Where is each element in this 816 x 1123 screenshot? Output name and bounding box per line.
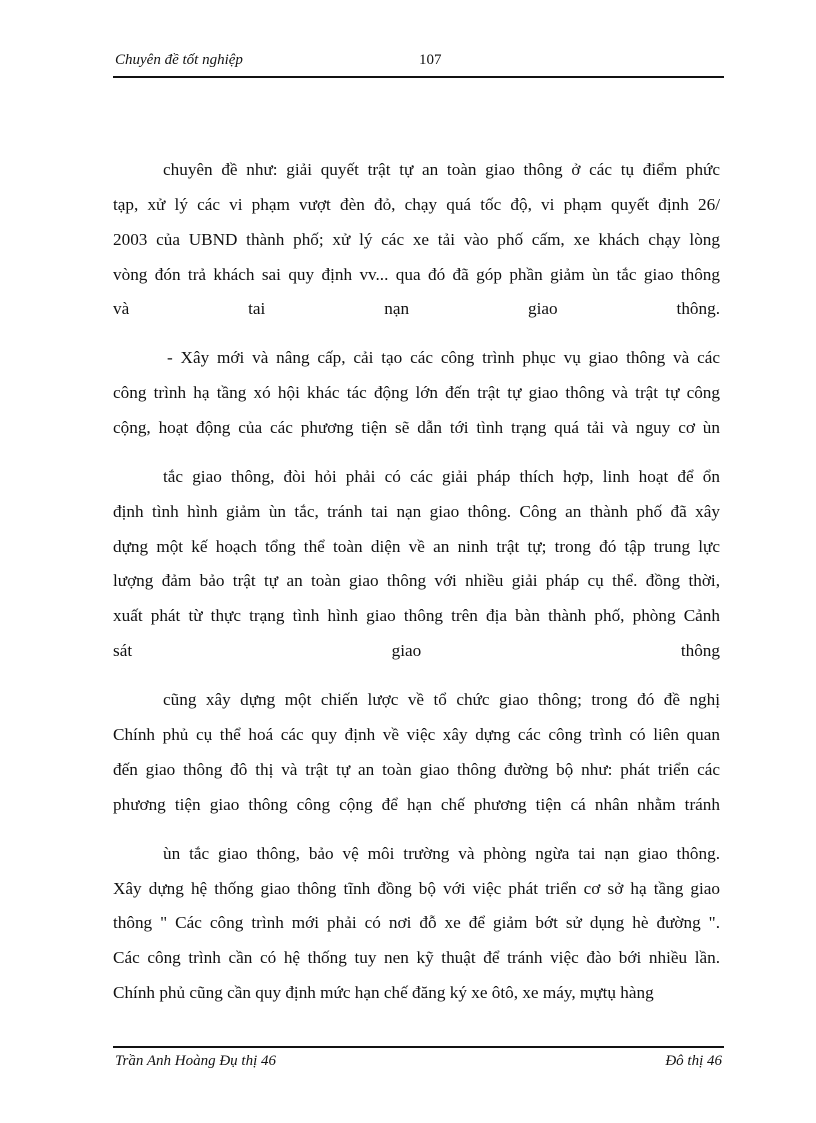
text-line: thông " Các công trình mới phải có nơi đỗ xe để giảm bớt sử dụng hè đường ". bbox=[113, 913, 720, 932]
text-line: và tai nạn giao thông. bbox=[113, 299, 720, 318]
document-title: Chuyên đề tốt nghiệp bbox=[115, 52, 243, 68]
text-line: sát giao thông bbox=[113, 641, 720, 660]
text-line: cũng xây dựng một chiến lược về tổ chức giao thông; trong đó đề nghị bbox=[163, 690, 720, 709]
page-number: 107 bbox=[419, 52, 442, 68]
text-line: đến giao thông đô thị và trật tự an toàn giao thông đường bộ như: phát triển các bbox=[113, 760, 720, 779]
text-line: ùn tắc giao thông, bảo vệ môi trường và phòng ngừa tai nạn giao thông. bbox=[163, 844, 720, 863]
footer-class: Đô thị 46 bbox=[665, 1053, 722, 1069]
text-line: Chính phủ cụ thể hoá các quy định về việc xây dựng các công trình có liên quan bbox=[113, 725, 720, 744]
text-line: chuyên đề như: giải quyết trật tự an toàn giao thông ở các tụ điểm phức bbox=[163, 160, 720, 179]
text-line: xuất phát từ thực trạng tình hình giao thông trên địa bàn thành phố, phòng Cảnh bbox=[113, 606, 720, 625]
text-line: phương tiện giao thông công cộng để hạn chế phương tiện cá nhân nhằm tránh bbox=[113, 795, 720, 814]
text-line: công trình hạ tầng xó hội khác tác động lớn đến trật tự giao thông và trật tự công bbox=[113, 383, 720, 402]
text-line: tắc giao thông, đòi hỏi phải có các giải pháp thích hợp, linh hoạt để ổn bbox=[163, 467, 720, 486]
page-footer bbox=[113, 1053, 724, 1077]
text-line: Các công trình cần có hệ thống tuy nen kỹ thuật để tránh việc đào bới nhiều lần. bbox=[113, 948, 720, 967]
text-line: định tình hình giảm ùn tắc, tránh tai nạn giao thông. Công an thành phố đã xây bbox=[113, 502, 720, 521]
footer-author: Trần Anh Hoàng Đụ thị 46 bbox=[115, 1053, 276, 1069]
header-rule bbox=[113, 76, 724, 78]
text-line: Xây dựng hệ thống giao thông tĩnh đồng bộ với việc phát triển cơ sở hạ tầng giao bbox=[113, 879, 720, 898]
text-line: vòng đón trả khách sai quy định vv... qua đó đã góp phần giảm ùn tắc giao thông bbox=[113, 265, 720, 284]
text-line: cộng, hoạt động của các phương tiện sẽ dẫn tới tình trạng quá tải và nguy cơ ùn bbox=[113, 418, 720, 437]
text-line: dựng một kế hoạch tổng thể toàn diện về an ninh trật tự; trong đó tập trung lực bbox=[113, 537, 720, 556]
text-line: - Xây mới và nâng cấp, cải tạo các công trình phục vụ giao thông và các bbox=[167, 348, 720, 367]
text-line: lượng đảm bảo trật tự an toàn giao thông với nhiều giải pháp cụ thể. đồng thời, bbox=[113, 571, 720, 590]
text-line: 2003 của UBND thành phố; xử lý các xe tải vào phố cấm, xe khách chạy lòng bbox=[113, 230, 720, 249]
footer-rule bbox=[113, 1046, 724, 1048]
text-line: Chính phủ cũng cần quy định mức hạn chế đăng ký xe ôtô, xe máy, mựtụ hàng bbox=[113, 983, 654, 1002]
text-line: tạp, xử lý các vi phạm vượt đèn đỏ, chạy quá tốc độ, vi phạm quyết định 26/ bbox=[113, 195, 720, 214]
page-header bbox=[113, 50, 724, 74]
